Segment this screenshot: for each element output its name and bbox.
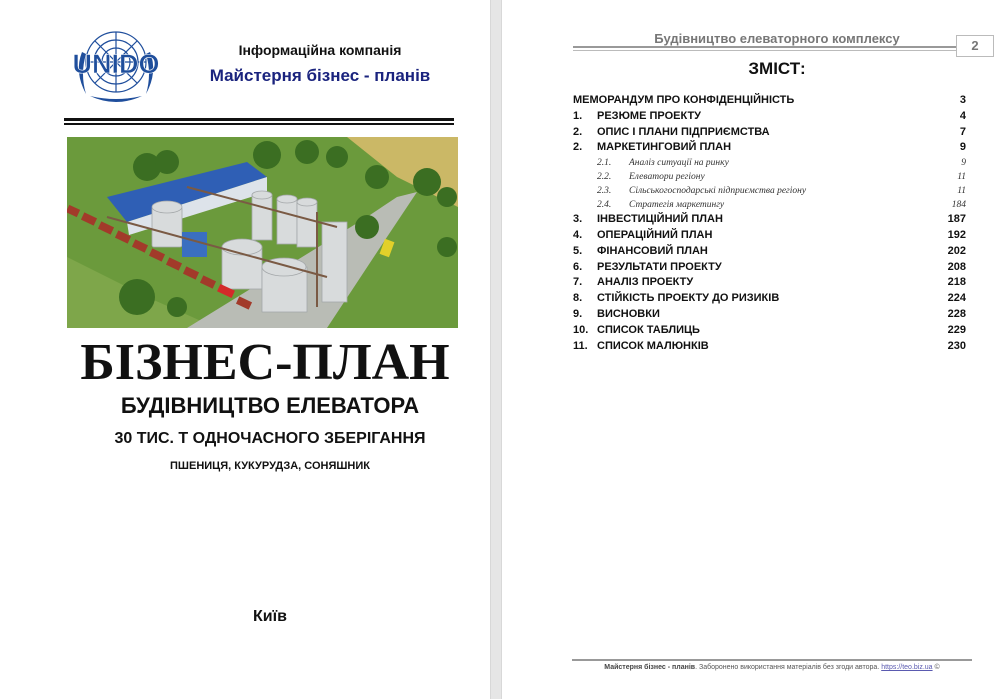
toc-entry-label: ВИСНОВКИ	[597, 307, 660, 320]
toc-entry-page: 202	[947, 244, 966, 257]
toc-entry-page: 9	[961, 158, 966, 169]
divider	[64, 123, 454, 125]
toc-entry[interactable]	[573, 244, 966, 260]
toc-entry-number: 4.	[573, 228, 583, 241]
toc-entry-label: Сільськогосподарські підприємства регіону	[629, 186, 807, 197]
toc-entry-label: СПИСОК ТАБЛИЦЬ	[597, 323, 700, 336]
toc-subentry[interactable]	[573, 156, 966, 170]
footer-link[interactable]: https://teo.biz.ua	[881, 664, 933, 671]
toc-entry-label: Стратегія маркетингу	[629, 200, 725, 211]
svg-text:UNIDO: UNIDO	[72, 49, 160, 79]
capacity-subtitle: 30 ТИС. Т ОДНОЧАСНОГО ЗБЕРІГАННЯ	[114, 430, 426, 447]
toc-entry-label: МАРКЕТИНГОВИЙ ПЛАН	[597, 141, 732, 154]
toc-entry-label: РЕЗУЛЬТАТИ ПРОЕКТУ	[597, 260, 722, 273]
toc-entry[interactable]	[573, 260, 966, 276]
toc-entry-number: 6.	[573, 260, 583, 273]
toc-entry-page: 228	[947, 307, 966, 320]
toc-entry-number: 2.2.	[597, 172, 612, 183]
toc-entry-number: 5.	[573, 244, 583, 257]
page-gutter	[490, 0, 502, 699]
toc-entry-page: 224	[947, 292, 966, 305]
toc-entry-number: 2.1.	[597, 158, 612, 169]
toc-entry-label: ОПИС І ПЛАНИ ПІДПРИЄМСТВА	[597, 125, 770, 138]
toc-entry-page: 208	[947, 260, 966, 273]
toc-entry[interactable]	[573, 212, 966, 228]
toc-entry-number: 3.	[573, 213, 583, 226]
toc-entry-page: 11	[957, 186, 966, 197]
footer-text: . Заборонено використання матеріалів без згоди автора.	[695, 664, 882, 671]
footer-brand: Майстерня бізнес - планів	[604, 664, 696, 671]
toc-heading: ЗМІСТ:	[748, 59, 806, 78]
running-header: Будівництво елеваторного комплексу	[654, 31, 900, 46]
toc-entry-label: СПИСОК МАЛЮНКІВ	[597, 339, 709, 352]
toc-entry-label: РЕЗЮМЕ ПРОЕКТУ	[597, 109, 702, 122]
unido-logo	[68, 22, 164, 108]
toc-entry-number: 2.	[573, 125, 583, 138]
copyright-icon: ©	[932, 664, 940, 671]
un-emblem-icon	[68, 22, 164, 108]
footer-divider	[572, 659, 972, 661]
toc-entry-label: СТІЙКІСТЬ ПРОЕКТУ ДО РИЗИКІВ	[597, 292, 780, 305]
toc-entry-number: 1.	[573, 109, 583, 122]
toc-entry[interactable]	[573, 339, 966, 355]
crops-subtitle: ПШЕНИЦЯ, КУКУРУДЗА, СОНЯШНИК	[170, 460, 370, 472]
toc-entry-page: 230	[947, 339, 966, 352]
toc-entry-page: 187	[947, 213, 966, 226]
page-footer	[572, 664, 972, 671]
toc-entry-label: ФІНАНСОВИЙ ПЛАН	[597, 244, 708, 257]
toc-entry-label: МЕМОРАНДУМ ПРО КОНФІДЕНЦІЙНІСТЬ	[573, 94, 795, 106]
toc-entry-page: 4	[959, 109, 966, 122]
page-number: 2	[956, 35, 994, 57]
toc-entry-label: ІНВЕСТИЦІЙНИЙ ПЛАН	[597, 213, 723, 226]
document-title: БІЗНЕС-ПЛАН	[80, 334, 450, 391]
toc-entry[interactable]	[573, 275, 966, 291]
city: Київ	[253, 608, 287, 625]
toc-entry-page: 184	[951, 200, 966, 211]
toc-entry-page: 218	[947, 276, 966, 289]
cover-page	[0, 0, 490, 699]
toc-entry-number: 7.	[573, 276, 583, 289]
toc-entry-page: 3	[959, 94, 966, 106]
toc-entry-number: 2.4.	[597, 200, 612, 211]
toc-subentry[interactable]	[573, 198, 966, 212]
toc-entry-number: 2.3.	[597, 186, 612, 197]
document-subtitle: БУДІВНИЦТВО ЕЛЕВАТОРА	[120, 393, 420, 418]
toc-entry[interactable]	[573, 323, 966, 339]
toc-entry-label: ОПЕРАЦІЙНИЙ ПЛАН	[597, 228, 713, 241]
toc-entry-page: 229	[947, 323, 966, 336]
toc-entry-number: 10.	[573, 323, 589, 336]
toc-entry-page: 7	[959, 125, 966, 138]
toc-entry-number: 8.	[573, 292, 583, 305]
header-divider	[573, 50, 956, 51]
toc-entry-page: 9	[959, 141, 966, 154]
toc-entry[interactable]	[573, 93, 966, 109]
toc-entry[interactable]	[573, 125, 966, 141]
toc-entry-number: 9.	[573, 307, 583, 320]
toc-subentry[interactable]	[573, 184, 966, 198]
header-divider	[573, 46, 956, 48]
toc-entry-label: Аналіз ситуації на ринку	[629, 158, 729, 169]
company-name: Майстерня бізнес - планів	[209, 66, 431, 85]
company-type: Інформаційна компанія	[238, 42, 402, 58]
toc-entry[interactable]	[573, 291, 966, 307]
toc-entry[interactable]	[573, 228, 966, 244]
toc-entry-number: 2.	[573, 141, 583, 154]
toc-page	[502, 0, 998, 699]
toc-entry-page: 192	[947, 228, 966, 241]
toc-entry-page: 11	[957, 172, 966, 183]
toc-subentry[interactable]	[573, 170, 966, 184]
toc-entry[interactable]	[573, 140, 966, 156]
toc-entry[interactable]	[573, 307, 966, 323]
toc-entry-number: 11.	[573, 339, 588, 352]
toc-entry-label: АНАЛІЗ ПРОЕКТУ	[597, 276, 694, 289]
toc-entry-label: Елеватори регіону	[629, 172, 705, 183]
elevator-illustration	[67, 137, 458, 328]
toc-entry[interactable]	[573, 109, 966, 125]
table-of-contents	[573, 93, 966, 354]
